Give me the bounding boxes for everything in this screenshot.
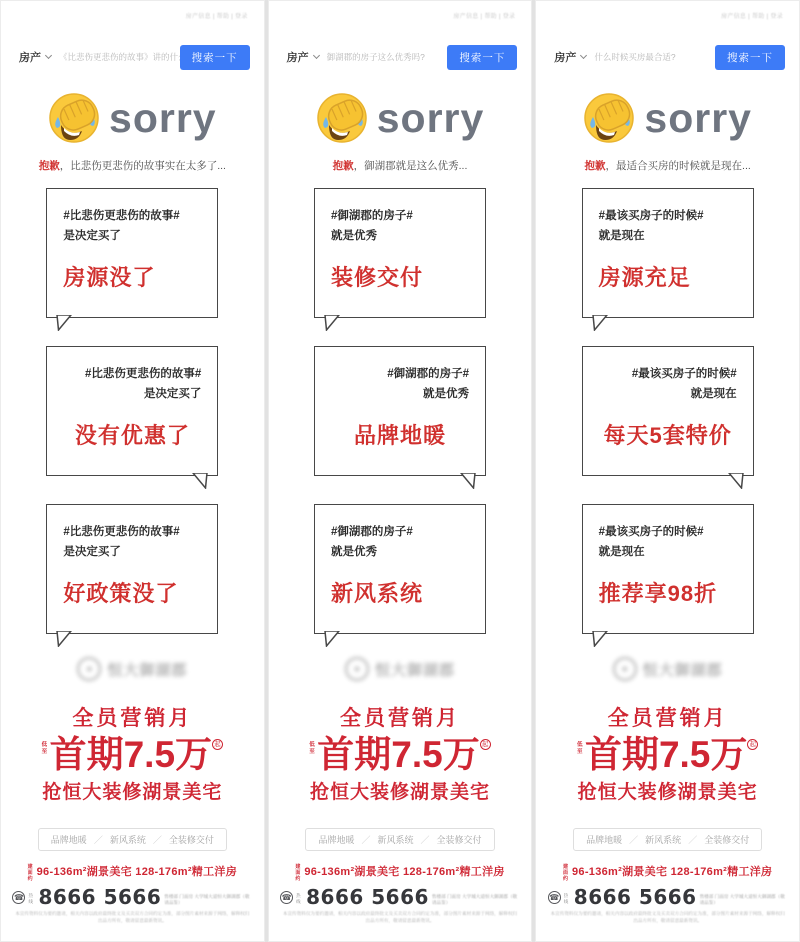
card-headline: 房源没了	[63, 265, 156, 291]
sorry-text: sorry	[644, 94, 752, 141]
feature-tag: 新风系统	[377, 834, 414, 845]
phone-number: 8666 5666	[38, 885, 162, 910]
price-row	[1, 736, 264, 775]
bubble-tail-icon	[323, 631, 341, 647]
spec-prefix: 建面约	[27, 863, 33, 882]
card-subline: 就是现在	[598, 230, 645, 243]
card-list	[1, 188, 264, 634]
spec-text: 96-136m²湖景美宅 128-176m²精工洋房	[304, 865, 505, 878]
bubble-tail-icon	[591, 631, 609, 647]
search-button[interactable]: 搜索一下	[180, 45, 250, 70]
poster-footer	[1, 887, 264, 941]
speech-bubble-card	[314, 346, 486, 476]
card-subline: 就是优秀	[331, 230, 377, 243]
tag-separator: ／	[361, 834, 371, 845]
price-headline: 首期7.5万	[584, 734, 748, 775]
card-headline: 推荐享98折	[598, 581, 718, 607]
slogan: 抢恒大装修湖景美宅	[42, 781, 223, 803]
feature-tag: 全装修交付	[436, 834, 482, 845]
card-subline: 就是优秀	[423, 388, 469, 401]
card-hashtag: #御湖郡的房子#	[387, 368, 469, 380]
card-headline: 没有优惠了	[74, 423, 190, 449]
disclaimer-text: 本宣传资料仅为要约邀请，相关内容以政府最终批文及买卖双方合同约定为准，部分图片素材来源于网络，解释权归出品方所有，敬请留意最新资讯。	[15, 911, 250, 924]
price-badge-left: 低至	[41, 742, 48, 755]
spec-line	[269, 863, 532, 882]
hotline-label: 热线	[28, 893, 33, 904]
apology-prefix: 抱歉	[584, 160, 606, 172]
laughing-facepalm-emoji-icon	[583, 92, 635, 144]
spec-prefix: 建面约	[562, 863, 568, 882]
feature-tags	[305, 828, 494, 851]
card-headline: 装修交付	[331, 265, 424, 291]
bubble-tail-icon	[727, 473, 745, 489]
logo-text: 恒大御湖郡	[375, 661, 456, 679]
laughing-facepalm-emoji-icon	[48, 92, 100, 144]
spec-line	[536, 863, 799, 882]
poster-1	[0, 0, 265, 942]
laughing-facepalm-emoji-icon	[316, 92, 368, 144]
poster-2	[268, 0, 533, 942]
developer-logo	[1, 652, 264, 686]
campaign-title: 全员营销月	[340, 707, 460, 730]
card-list	[269, 188, 532, 634]
feature-tags	[573, 828, 762, 851]
address-text: 售楼部 门面房 大学城大道恒大御湖郡（敬请品鉴）	[431, 893, 518, 906]
bubble-tail-icon	[323, 315, 341, 331]
chevron-down-icon[interactable]	[580, 52, 587, 59]
address-text: 售楼部 门面房 大学城大道恒大御湖郡（敬请品鉴）	[699, 893, 785, 906]
tag-separator: ／	[152, 834, 162, 845]
search-bar	[1, 44, 264, 70]
price-headline: 首期7.5万	[49, 734, 213, 775]
feature-tag: 品牌地暖	[318, 834, 355, 845]
search-button[interactable]: 搜索一下	[447, 45, 517, 70]
card-hashtag: #最该买房子的时候#	[631, 368, 737, 380]
apology-text: ，最适合买房的时候就是现在...	[605, 160, 751, 172]
phone-icon: ☎	[281, 893, 292, 903]
address-text: 售楼部 门面房 大学城大道恒大御湖郡（敬请品鉴）	[164, 893, 250, 906]
speech-bubble-card	[46, 504, 218, 634]
price-row	[269, 736, 532, 775]
sorry-block	[1, 90, 264, 146]
chevron-down-icon[interactable]	[45, 52, 52, 59]
card-hashtag: #最该买房子的时候#	[598, 210, 704, 222]
feature-tag: 品牌地暖	[50, 834, 87, 845]
speech-bubble-card	[314, 504, 486, 634]
apology-caption	[1, 158, 264, 172]
feature-tags	[38, 828, 227, 851]
poster-footer	[269, 887, 532, 941]
price-row	[536, 736, 799, 775]
card-subline: 是决定买了	[63, 546, 121, 559]
bubble-tail-icon	[459, 473, 477, 489]
campaign-title: 全员营销月	[72, 707, 193, 730]
search-button[interactable]: 搜索一下	[715, 45, 785, 70]
disclaimer-text: 本宣传资料仅为要约邀请，相关内容以政府最终批文及买卖双方合同约定为准，部分图片素材来源于网络，解释权归出品方所有，敬请留意最新资讯。	[550, 911, 785, 924]
bubble-tail-icon	[55, 631, 73, 647]
topbar-note: 房产信息 | 帮助 | 登录	[453, 14, 516, 20]
logo-text: 恒大御湖郡	[107, 661, 188, 679]
spec-text: 96-136m²湖景美宅 128-176m²精工洋房	[571, 865, 773, 878]
category-dropdown[interactable]: 房产	[554, 52, 577, 64]
topbar-note: 房产信息 | 帮助 | 登录	[185, 14, 248, 20]
price-badge-left: 低至	[576, 742, 583, 755]
price-badge-left: 低至	[309, 742, 315, 755]
card-headline: 每天5套特价	[603, 423, 732, 449]
feature-tag: 全装修交付	[704, 834, 750, 845]
sorry-text: sorry	[376, 94, 485, 141]
chevron-down-icon[interactable]	[313, 52, 320, 59]
slogan: 抢恒大装修湖景美宅	[577, 781, 758, 803]
card-list	[536, 188, 799, 634]
search-input[interactable]	[327, 52, 448, 62]
topbar-note: 房产信息 | 帮助 | 登录	[721, 14, 784, 20]
apology-text: ，比悲伤更悲伤的故事实在太多了...	[59, 160, 226, 172]
apology-text: ，御湖郡就是这么优秀...	[353, 160, 468, 172]
tag-separator: ／	[688, 834, 698, 845]
bubble-tail-icon	[55, 315, 73, 331]
logo-emblem-icon: ✦	[613, 657, 637, 681]
developer-logo	[536, 652, 799, 686]
price-badge-right: 起	[212, 739, 223, 750]
speech-bubble-card	[582, 188, 754, 318]
card-headline: 好政策没了	[63, 581, 179, 607]
speech-bubble-card	[314, 188, 486, 318]
hotline-label: 热线	[296, 893, 301, 904]
feature-tag: 新风系统	[645, 834, 682, 845]
phone-icon: ☎	[13, 893, 24, 903]
apology-prefix: 抱歉	[38, 160, 60, 172]
apology-prefix: 抱歉	[332, 160, 354, 172]
card-hashtag: #比悲伤更悲伤的故事#	[63, 526, 180, 538]
speech-bubble-card	[46, 188, 218, 318]
logo-text: 恒大御湖郡	[642, 661, 723, 679]
speech-bubble-card	[582, 346, 754, 476]
card-subline: 是决定买了	[63, 230, 121, 243]
poster-footer	[536, 887, 799, 941]
phone-number: 8666 5666	[573, 885, 697, 910]
price-badge-right: 起	[747, 739, 758, 750]
logo-emblem-icon: ✦	[345, 657, 369, 681]
price-headline: 首期7.5万	[317, 734, 480, 775]
poster-3	[535, 0, 800, 942]
speech-bubble-card	[46, 346, 218, 476]
card-hashtag: #御湖郡的房子#	[331, 526, 413, 538]
feature-tag: 品牌地暖	[586, 834, 623, 845]
feature-tag: 全装修交付	[168, 834, 214, 845]
spec-text: 96-136m²湖景美宅 128-176m²精工洋房	[36, 865, 238, 878]
feature-tag: 新风系统	[109, 834, 146, 845]
spec-line	[1, 863, 264, 882]
tag-separator: ／	[629, 834, 639, 845]
card-subline: 是决定买了	[143, 388, 202, 401]
category-dropdown[interactable]: 房产	[286, 52, 309, 64]
developer-logo	[269, 652, 532, 686]
card-headline: 品牌地暖	[353, 423, 446, 449]
logo-emblem-icon: ✦	[77, 657, 101, 681]
bubble-tail-icon	[591, 315, 609, 331]
card-subline: 就是现在	[690, 388, 737, 401]
sorry-text: sorry	[109, 94, 217, 141]
card-hashtag: #最该买房子的时候#	[598, 526, 704, 538]
search-bar	[536, 44, 799, 70]
speech-bubble-card	[582, 504, 754, 634]
category-dropdown[interactable]: 房产	[19, 52, 41, 64]
tag-separator: ／	[93, 834, 103, 845]
phone-icon: ☎	[549, 893, 560, 903]
campaign-title: 全员营销月	[607, 707, 728, 730]
card-headline: 新风系统	[331, 581, 424, 607]
bubble-tail-icon	[191, 473, 209, 489]
slogan: 抢恒大装修湖景美宅	[310, 781, 491, 803]
card-headline: 房源充足	[598, 265, 691, 291]
tag-separator: ／	[420, 834, 430, 845]
disclaimer-text: 本宣传资料仅为要约邀请，相关内容以政府最终批文及买卖双方合同约定为准，部分图片素材来源于网络，解释权归出品方所有，敬请留意最新资讯。	[282, 911, 518, 924]
apology-caption	[269, 158, 532, 172]
hotline-label: 热线	[563, 893, 569, 904]
price-badge-right: 起	[480, 739, 491, 750]
card-hashtag: #比悲伤更悲伤的故事#	[85, 368, 202, 380]
search-input[interactable]	[59, 52, 180, 62]
spec-prefix: 建面约	[295, 863, 301, 882]
search-input[interactable]	[594, 52, 715, 62]
sorry-block	[536, 90, 799, 146]
search-bar	[269, 44, 532, 70]
sorry-block	[269, 90, 532, 146]
apology-caption	[536, 158, 799, 172]
phone-number: 8666 5666	[306, 885, 429, 910]
card-hashtag: #御湖郡的房子#	[331, 210, 413, 222]
card-hashtag: #比悲伤更悲伤的故事#	[63, 210, 180, 222]
card-subline: 就是现在	[598, 546, 645, 559]
card-subline: 就是优秀	[331, 546, 377, 559]
